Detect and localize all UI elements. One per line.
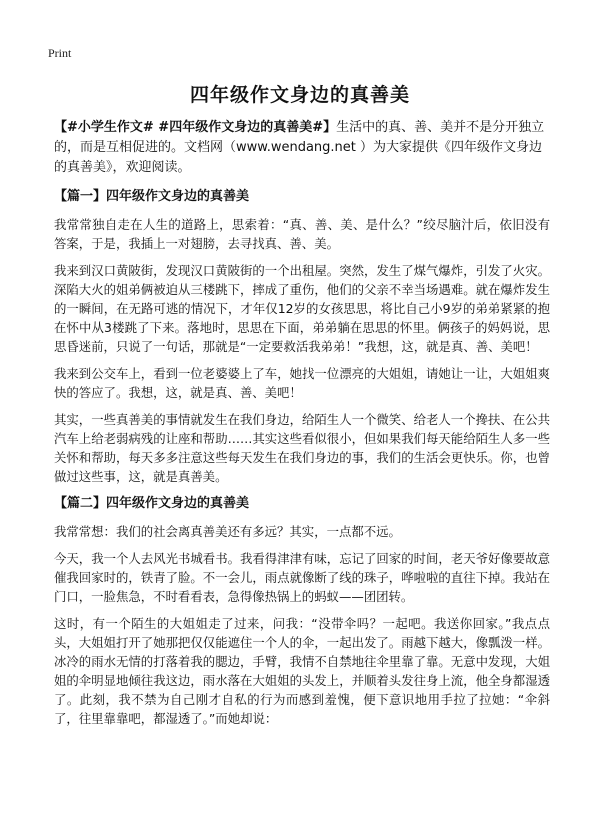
paragraph: 这时，有一个陌生的大姐姐走了过来，问我：“没带伞吗？一起吧。我送你回家。”我点点头，大姐姐打开了她那把仅仅能遮住一个人的伞，一起出发了。雨越下越大，像瓢泼一样。冰冷的雨水无情的打落着我的腮边，手臂，我情不自禁地往伞里靠了靠。无意中发现，大姐姐的伞明显地倾往我这边，雨水落在大姐姐的头发上，并顺着头发往身上流，他全身都湿透了。此刻，我不禁为自己刚才自私的行为而感到羞愧，便下意识地用手拉了拉她：“伞斜了，往里靠靠吧，都湿透了。”而她却说： (54, 616, 550, 726)
document-title: 四年级作文身边的真善美 (189, 84, 410, 106)
section-heading-2: 【篇二】四年级作文身边的真善美 (54, 496, 250, 511)
paragraph: 我来到公交车上，看到一位老婆婆上了车，她找一位漂亮的大姐姐，请她让一让，大姐姐爽快的答应了。我想，这，就是真、善、美吧！ (54, 366, 550, 400)
intro-paragraph (54, 118, 550, 178)
paragraph: 我常常想：我们的社会离真善美还有多远？其实，一点都不远。 (54, 524, 401, 539)
intro-tags: 【#小学生作文# #四年级作文身边的真善美#】 (54, 120, 337, 135)
paragraph: 今天，我一个人去风光书城看书。我看得津津有味，忘记了回家的时间，老天爷好像要故意催我回家时的，铁青了脸。不一会儿，雨点就像断了线的珠子，哗啦啦的直往下掉。我站在门口，一脸焦急，不时看看表，急得像热锅上的蚂蚁——团团转。 (54, 551, 550, 604)
intro-text: 生活中的真、善、美并不是分开独立的，而是互相促进的。文档网（www.wendang.net ）为大家提供《四年级作文身边的真善美》，欢迎阅读。 (54, 120, 545, 175)
print-label: Print (48, 46, 72, 60)
paragraph: 我常常独自走在人生的道路上，思索着：“真、善、美、是什么？”绞尽脑汁后，依旧没有答案，于是，我插上一对翅膀，去寻找真、善、美。 (54, 217, 550, 251)
paragraph: 我来到汉口黄陂街，发现汉口黄陂街的一个出租屋。突然，发生了煤气爆炸，引发了火灾。深陷大火的姐弟俩被迫从三楼跳下，摔成了重伤，他们的父亲不幸当场遇难。就在爆炸发生的一瞬间，在无路可逃的情况下，才年仅12岁的女孩思思，将比自己小9岁的弟弟紧紧的抱在怀中从3楼跳了下来。落地时，思思在下面，弟弟躺在思思的怀里。俩孩子的妈妈说，思思昏迷前，只说了一句话，那就是“一定要救活我弟弟！”我想，这，就是真、善、美吧！ (54, 263, 550, 354)
document-body (54, 118, 550, 736)
section-heading-1: 【篇一】四年级作文身边的真善美 (54, 189, 250, 204)
paragraph: 其实，一些真善美的事情就发生在我们身边，给陌生人一个微笑、给老人一个搀扶、在公共汽车上给老弱病残的让座和帮助……其实这些看似很小，但如果我们每天能给陌生人多一些关怀和帮助，每天多多注意这些每天发生在我们身边的事，我们的生活会更快乐。你，也曾做过这些事，这，就是真善美。 (54, 412, 550, 484)
